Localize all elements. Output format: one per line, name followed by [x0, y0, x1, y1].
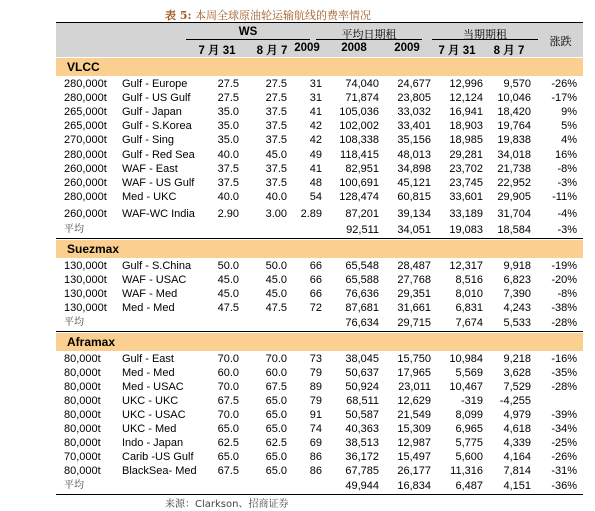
table-row — [56, 105, 583, 119]
cell-route: Gulf - Europe — [122, 78, 188, 90]
cell-ws-2009: 41 — [309, 106, 322, 119]
cell-cur-jul31: 10,467 — [449, 380, 483, 393]
cell-route: UKC - UKC — [122, 394, 179, 407]
cell-change: -28% — [551, 316, 577, 329]
cell-route: BlackSea- Med — [122, 465, 197, 478]
cell-cur-jul31: 10,984 — [449, 352, 483, 365]
cell-cur-jul31: 33,189 — [449, 207, 483, 220]
cell-change: -3% — [557, 176, 577, 189]
cell-cur-jul31: 18,985 — [449, 134, 483, 147]
cell-avg-2009: 16,834 — [397, 479, 431, 492]
cell-route: Gulf - S.China — [122, 260, 192, 273]
table-row — [56, 119, 583, 133]
cell-route: Gulf - East — [122, 352, 174, 365]
cell-route: Gulf - Sing — [122, 134, 174, 147]
table-number: 表 5: — [165, 9, 192, 22]
cell-cur-aug7: 21,738 — [497, 162, 531, 175]
table-row — [56, 77, 583, 91]
table-row — [56, 464, 583, 478]
cell-tonnage: 80,000t — [64, 394, 101, 407]
cell-tonnage: 260,000t — [64, 207, 107, 220]
cell-tonnage: 80,000t — [64, 423, 101, 436]
cell-avg-2009: 12,987 — [397, 437, 431, 450]
cell-cur-aug7: 29,905 — [497, 190, 531, 203]
cell-avg-2008: 102,002 — [339, 120, 379, 133]
cell-route: Med - UKC — [122, 190, 177, 203]
cell-ws-jul31: 65.0 — [217, 423, 239, 436]
cell-ws-jul31: 45.0 — [217, 274, 239, 287]
cell-ws-2009: 91 — [309, 409, 322, 421]
cell-change: -4% — [557, 207, 577, 220]
cell-cur-jul31: 11,316 — [450, 465, 483, 478]
cell-cur-aug7: 4,618 — [503, 423, 531, 436]
cell-ws-aug7: 65.0 — [265, 451, 287, 464]
cell-cur-jul31: 8,010 — [455, 288, 483, 301]
cell-avg-2009: 23,805 — [397, 92, 431, 105]
table-row — [56, 352, 583, 366]
cell-tonnage: 70,000t — [64, 451, 101, 464]
cell-avg-2008: 38,513 — [345, 437, 379, 450]
cell-ws-jul31: 62.5 — [217, 437, 239, 450]
cell-change: -26% — [551, 451, 577, 464]
cell-route: Indo - Japan — [122, 437, 184, 450]
cell-tonnage: 260,000t — [64, 176, 107, 189]
cell-avg-2009: 35,156 — [397, 134, 431, 147]
cell-route: Gulf - Red Sea — [122, 148, 195, 161]
section-bottom-rule — [56, 494, 583, 495]
cell-ws-2009: 48 — [309, 176, 322, 189]
cell-route: Gulf - US Gulf — [122, 92, 191, 105]
section-label: Suezmax — [67, 242, 120, 257]
cell-route: UKC - Med — [122, 423, 177, 436]
cell-ws-aug7: 27.5 — [265, 78, 287, 90]
cell-cur-aug7: 9,918 — [503, 260, 531, 273]
col-cur-aug7: 8 月 7 — [493, 45, 525, 57]
cell-cur-aug7: 3,628 — [503, 366, 531, 379]
cell-cur-jul31: 23,702 — [449, 162, 483, 175]
cell-ws-aug7: 62.5 — [265, 437, 287, 450]
cell-avg-2009: 15,750 — [397, 352, 431, 365]
cell-cur-aug7: 34,018 — [497, 148, 531, 161]
cell-ws-2009: 86 — [309, 465, 322, 478]
cell-ws-aug7: 70.0 — [265, 352, 287, 365]
average-row — [56, 223, 583, 237]
cell-ws-jul31: 35.0 — [217, 106, 239, 119]
average-row — [56, 479, 583, 493]
cell-ws-2009: 31 — [309, 92, 322, 105]
header-top-rule — [56, 22, 583, 23]
cell-change: -11% — [552, 190, 577, 203]
cell-ws-aug7: 37.5 — [265, 120, 287, 133]
cell-ws-2009: 79 — [309, 366, 322, 379]
table-row — [56, 91, 583, 105]
cell-tonnage: 130,000t — [64, 274, 107, 287]
cell-change: -39% — [551, 409, 577, 421]
cell-avg-2008: 36,172 — [345, 451, 379, 464]
cell-ws-aug7: 67.5 — [265, 380, 287, 393]
cell-cur-aug7: 19,838 — [497, 134, 531, 147]
cell-ws-2009: 66 — [309, 288, 322, 301]
section-bottom-rule — [56, 331, 583, 332]
cell-cur-jul31: 5,775 — [455, 437, 483, 450]
section-label: Aframax — [67, 334, 116, 349]
cell-ws-aug7: 37.5 — [265, 162, 287, 175]
cell-ws-aug7: 3.00 — [265, 207, 287, 220]
change-header: 涨跌 — [549, 36, 572, 48]
table-row — [56, 273, 583, 287]
cell-ws-2009: 54 — [309, 190, 322, 203]
cell-ws-jul31: 45.0 — [217, 288, 239, 301]
cell-change: -36% — [551, 479, 577, 492]
cell-tonnage: 80,000t — [64, 437, 101, 450]
cell-route: Med - Med — [122, 302, 175, 315]
cell-ws-aug7: 37.5 — [265, 176, 287, 189]
col-ws-jul31: 7 月 31 — [198, 45, 236, 57]
cell-route: Gulf - Japan — [122, 106, 182, 119]
cell-change: -20% — [551, 274, 577, 287]
cell-tonnage: 80,000t — [64, 465, 101, 478]
cell-ws-2009: 74 — [309, 423, 322, 436]
cell-change: -25% — [551, 437, 577, 450]
cell-tonnage: 280,000t — [64, 78, 107, 90]
cell-route: UKC - USAC — [122, 409, 186, 421]
cell-tonnage: 80,000t — [64, 352, 101, 365]
cell-cur-aug7: 4,339 — [503, 437, 531, 450]
cell-avg-2008: 105,036 — [339, 106, 379, 119]
cell-cur-aug7: 9,570 — [503, 78, 531, 90]
cell-ws-jul31: 70.0 — [217, 352, 239, 365]
cell-tonnage: 80,000t — [64, 366, 101, 379]
cell-avg-2008: 50,924 — [345, 380, 379, 393]
cell-avg-2009: 31,661 — [397, 302, 431, 315]
cell-avg-2009: 21,549 — [397, 409, 431, 421]
table-title — [165, 7, 371, 23]
cell-avg-2009: 23,011 — [398, 380, 431, 393]
cell-cur-aug7: 5,533 — [503, 316, 531, 329]
section-bottom-rule — [56, 238, 583, 239]
cell-cur-aug7: 31,704 — [497, 207, 531, 220]
table-row — [56, 287, 583, 301]
cell-avg-2009: 34,898 — [397, 162, 431, 175]
cell-tonnage: 130,000t — [64, 260, 107, 273]
col-cur-jul31: 7 月 31 — [438, 45, 476, 57]
cell-cur-jul31: -319 — [460, 394, 483, 407]
cell-cur-jul31: 6,487 — [455, 479, 483, 492]
cell-avg-2009: 15,309 — [397, 423, 431, 436]
cell-ws-aug7: 45.0 — [265, 148, 287, 161]
cell-avg-2009: 24,677 — [397, 78, 431, 90]
cell-ws-2009: 31 — [309, 78, 322, 90]
section-header-suezmax — [56, 240, 583, 258]
table-row — [56, 408, 583, 422]
table-row — [56, 450, 583, 464]
cell-change: -31% — [551, 465, 577, 478]
cell-cur-aug7: 18,420 — [497, 106, 531, 119]
cell-ws-2009: 2.89 — [300, 207, 322, 220]
cell-ws-jul31: 27.5 — [217, 78, 239, 90]
cell-ws-aug7: 50.0 — [265, 260, 287, 273]
table-row — [56, 259, 583, 273]
cell-route: Carib -US Gulf — [122, 451, 194, 464]
table-row — [56, 148, 583, 162]
cell-avg-2009: 26,177 — [397, 465, 431, 478]
cell-ws-jul31: 50.0 — [217, 260, 239, 273]
cell-route: WAF - USAC — [122, 274, 187, 287]
cell-tonnage: 平均 — [64, 316, 84, 328]
cell-cur-jul31: 5,569 — [455, 366, 483, 379]
cell-cur-jul31: 19,083 — [449, 224, 483, 236]
cell-avg-2009: 60,815 — [397, 190, 431, 203]
cell-avg-2008: 50,587 — [345, 409, 379, 421]
cell-cur-aug7: -4,255 — [499, 394, 531, 407]
cell-ws-jul31: 35.0 — [217, 120, 239, 133]
cell-ws-aug7: 65.0 — [265, 465, 287, 478]
cell-tonnage: 280,000t — [64, 92, 107, 105]
cell-avg-2009: 17,965 — [397, 366, 431, 379]
cell-route: WAF - Med — [122, 288, 178, 301]
cell-ws-2009: 42 — [309, 120, 322, 133]
cell-avg-2008: 49,944 — [345, 479, 379, 492]
section-label: VLCC — [67, 60, 100, 74]
cell-change: -8% — [557, 162, 577, 175]
cell-tonnage: 80,000t — [64, 409, 101, 421]
cell-ws-jul31: 70.0 — [217, 409, 239, 421]
cell-route: WAF-WC India — [122, 207, 195, 220]
cell-cur-aug7: 19,764 — [497, 120, 531, 133]
cell-ws-jul31: 2.90 — [217, 207, 239, 220]
cell-avg-2008: 71,874 — [345, 92, 379, 105]
cell-change: -19% — [551, 260, 577, 273]
cell-cur-jul31: 6,831 — [455, 302, 483, 315]
cell-avg-2009: 33,032 — [397, 106, 431, 119]
cell-avg-2008: 65,588 — [345, 274, 379, 287]
cell-cur-aug7: 6,823 — [503, 274, 531, 287]
avg-rent-header: 平均日期租 — [341, 29, 397, 41]
cell-ws-2009: 49 — [309, 148, 322, 161]
cell-cur-aug7: 22,952 — [497, 176, 531, 189]
cell-change: -8% — [557, 288, 577, 301]
cell-cur-jul31: 12,317 — [449, 260, 483, 273]
cell-avg-2009: 27,768 — [397, 274, 431, 287]
cell-avg-2008: 65,548 — [345, 260, 379, 273]
cell-ws-aug7: 45.0 — [265, 288, 287, 301]
cell-cur-jul31: 8,099 — [455, 409, 483, 421]
cell-avg-2008: 87,681 — [345, 302, 379, 315]
col-ws-aug7: 8 月 7 — [256, 45, 288, 57]
cell-tonnage: 260,000t — [64, 162, 107, 175]
cell-cur-jul31: 16,941 — [449, 106, 483, 119]
cell-cur-jul31: 23,745 — [449, 176, 483, 189]
cell-ws-2009: 42 — [309, 134, 322, 147]
cell-cur-jul31: 12,124 — [449, 92, 483, 105]
cell-ws-jul31: 67.5 — [217, 465, 239, 478]
cell-ws-jul31: 37.5 — [217, 162, 239, 175]
cell-avg-2008: 82,951 — [345, 162, 379, 175]
ws-header: WS — [238, 26, 258, 38]
col-avg-2009: 2009 — [394, 42, 420, 54]
cell-avg-2008: 118,415 — [340, 148, 379, 161]
cell-avg-2009: 48,013 — [397, 148, 431, 161]
cell-avg-2008: 50,637 — [345, 366, 379, 379]
cell-route: Gulf - S.Korea — [122, 120, 192, 133]
cell-cur-aug7: 18,584 — [497, 224, 531, 236]
cell-change: 4% — [561, 134, 577, 147]
cell-avg-2009: 45,121 — [397, 176, 431, 189]
cell-ws-aug7: 65.0 — [265, 409, 287, 421]
cell-cur-aug7: 9,218 — [503, 352, 531, 365]
cell-change: 16% — [554, 148, 577, 161]
cell-tonnage: 平均 — [64, 224, 84, 235]
cell-ws-2009: 73 — [309, 352, 322, 365]
cell-ws-2009: 41 — [309, 162, 322, 175]
cell-cur-jul31: 33,601 — [449, 190, 483, 203]
cell-ws-2009: 66 — [309, 274, 322, 287]
cell-route: Med - USAC — [122, 380, 184, 393]
cell-avg-2009: 29,715 — [397, 316, 431, 329]
cell-ws-jul31: 65.0 — [217, 451, 239, 464]
cell-ws-aug7: 65.0 — [265, 423, 287, 436]
cell-avg-2008: 76,634 — [345, 316, 379, 329]
cell-change: -16% — [551, 352, 577, 365]
cell-cur-aug7: 4,243 — [503, 302, 531, 315]
cell-ws-2009: 66 — [309, 260, 322, 273]
cell-cur-aug7: 4,979 — [503, 409, 531, 421]
table-row — [56, 394, 583, 408]
cell-change: -35% — [551, 366, 577, 379]
cell-tonnage: 265,000t — [64, 106, 107, 119]
table-row — [56, 422, 583, 436]
cell-change: -17% — [551, 92, 577, 105]
cell-avg-2008: 68,511 — [346, 394, 379, 407]
cell-tonnage: 平均 — [64, 479, 84, 491]
cell-avg-2008: 92,511 — [346, 224, 379, 236]
cur-rent-header: 当期期租 — [463, 29, 507, 41]
table-row — [56, 207, 583, 221]
cell-change: -3% — [557, 224, 577, 236]
cell-change: -34% — [551, 423, 577, 436]
cell-change: 9% — [561, 106, 577, 119]
cell-tonnage: 265,000t — [64, 120, 107, 133]
cell-cur-aug7: 4,164 — [503, 451, 531, 464]
cell-avg-2008: 76,636 — [345, 288, 379, 301]
cell-cur-aug7: 7,814 — [503, 465, 531, 478]
col-ws-2009: 2009 — [294, 42, 320, 54]
cell-cur-aug7: 7,529 — [503, 380, 531, 393]
cell-avg-2009: 15,497 — [397, 451, 431, 464]
cell-cur-jul31: 12,996 — [449, 78, 483, 90]
cell-ws-2009: 89 — [309, 380, 322, 393]
table-row — [56, 162, 583, 176]
source-note: 来源：Clarkson、招商证券 — [165, 499, 289, 510]
cell-ws-jul31: 37.5 — [217, 176, 239, 189]
cell-ws-2009: 69 — [309, 437, 322, 450]
table-row — [56, 176, 583, 190]
cell-cur-jul31: 6,965 — [455, 423, 483, 436]
average-row — [56, 316, 583, 330]
table-caption: 本周全球原油轮运输航线的费率情况 — [195, 9, 372, 22]
cell-tonnage: 280,000t — [64, 148, 107, 161]
cell-avg-2009: 34,051 — [397, 224, 431, 236]
cell-avg-2008: 38,045 — [345, 352, 379, 365]
cell-route: Med - Med — [122, 366, 175, 379]
cell-avg-2008: 87,201 — [345, 207, 379, 220]
cell-ws-jul31: 60.0 — [217, 366, 239, 379]
cell-ws-jul31: 35.0 — [217, 134, 239, 147]
table-row — [56, 380, 583, 394]
section-header-aframax — [56, 333, 583, 351]
section-header-vlcc — [56, 58, 583, 76]
cell-avg-2008: 40,363 — [345, 423, 379, 436]
cell-ws-aug7: 65.0 — [265, 394, 287, 407]
cell-avg-2008: 74,040 — [345, 78, 379, 90]
cell-cur-aug7: 4,151 — [503, 479, 531, 492]
cell-ws-aug7: 47.5 — [265, 302, 287, 315]
cell-ws-aug7: 60.0 — [265, 366, 287, 379]
cell-tonnage: 270,000t — [64, 134, 107, 147]
cell-ws-aug7: 37.5 — [265, 106, 287, 119]
cell-ws-aug7: 27.5 — [265, 92, 287, 105]
cell-avg-2008: 108,338 — [339, 134, 379, 147]
cell-change: -28% — [551, 380, 577, 393]
cell-ws-jul31: 40.0 — [217, 190, 239, 203]
ws-underline — [186, 39, 310, 40]
col-avg-2008: 2008 — [341, 42, 367, 54]
cell-change: -26% — [551, 78, 577, 90]
table-row — [56, 436, 583, 450]
cell-ws-2009: 86 — [309, 451, 322, 464]
table-row — [56, 366, 583, 380]
cell-ws-jul31: 70.0 — [217, 380, 239, 393]
cell-cur-jul31: 5,600 — [455, 451, 483, 464]
cell-change: -38% — [551, 302, 577, 315]
cell-cur-jul31: 29,281 — [449, 148, 483, 161]
cell-avg-2009: 29,351 — [397, 288, 431, 301]
cell-cur-aug7: 10,046 — [497, 92, 531, 105]
cell-cur-jul31: 7,674 — [455, 316, 483, 329]
cell-cur-jul31: 18,903 — [449, 120, 483, 133]
cell-ws-jul31: 40.0 — [217, 148, 239, 161]
cell-ws-aug7: 40.0 — [265, 190, 287, 203]
cell-ws-2009: 79 — [309, 394, 322, 407]
cell-ws-2009: 72 — [309, 302, 322, 315]
cell-avg-2009: 12,629 — [397, 394, 431, 407]
cell-avg-2009: 33,401 — [397, 120, 431, 133]
cell-ws-aug7: 45.0 — [265, 274, 287, 287]
table-row — [56, 301, 583, 315]
cell-cur-jul31: 8,516 — [455, 274, 483, 287]
cell-route: WAF - East — [122, 162, 178, 175]
cell-ws-jul31: 27.5 — [217, 92, 239, 105]
cell-ws-jul31: 47.5 — [217, 302, 239, 315]
cell-tonnage: 130,000t — [64, 288, 107, 301]
cell-avg-2008: 67,785 — [345, 465, 379, 478]
table-row — [56, 133, 583, 147]
cell-avg-2009: 28,487 — [397, 260, 431, 273]
cell-tonnage: 130,000t — [64, 302, 107, 315]
table-row — [56, 190, 583, 204]
cell-avg-2008: 100,691 — [339, 176, 379, 189]
cell-avg-2008: 128,474 — [339, 190, 379, 203]
cell-ws-jul31: 67.5 — [217, 394, 239, 407]
cell-route: WAF - US Gulf — [122, 176, 195, 189]
cell-ws-aug7: 37.5 — [265, 134, 287, 147]
cell-avg-2009: 39,134 — [397, 207, 431, 220]
cell-cur-aug7: 7,390 — [503, 288, 531, 301]
cell-tonnage: 280,000t — [64, 190, 107, 203]
cell-tonnage: 80,000t — [64, 380, 101, 393]
cell-change: 5% — [561, 120, 577, 133]
